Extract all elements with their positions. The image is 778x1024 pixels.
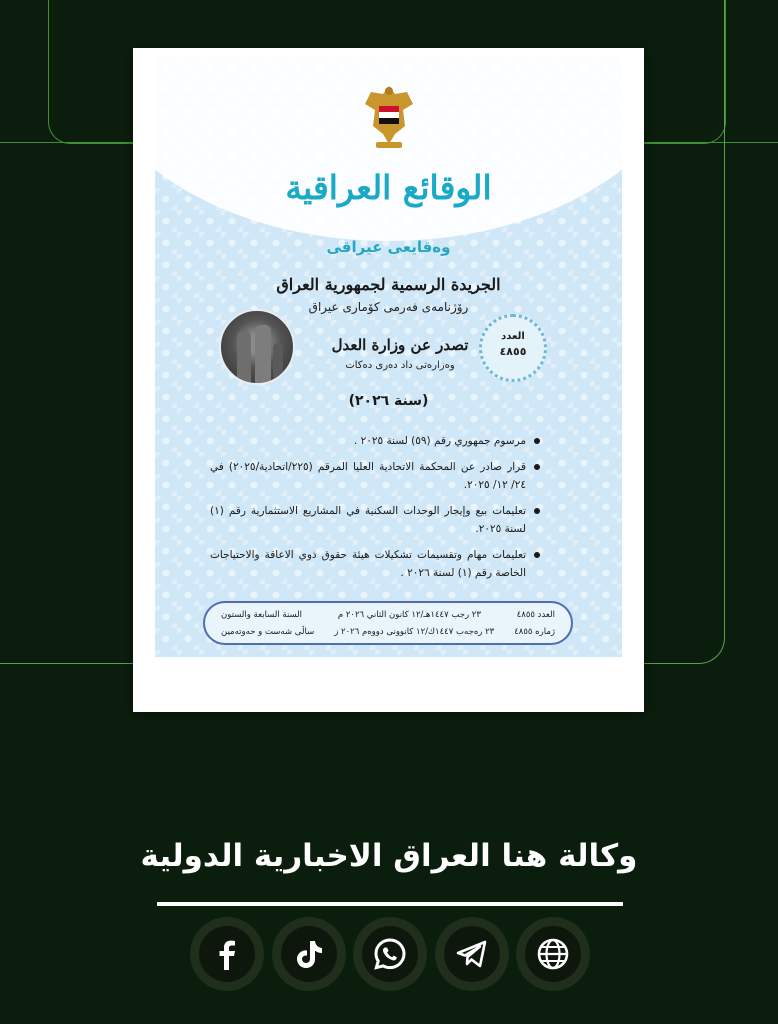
tiktok-link[interactable] xyxy=(272,917,346,991)
issue-badge xyxy=(479,314,547,382)
gazette-cover xyxy=(155,56,622,657)
footer-date-kurdish: ٢٣ رەجەب ١٤٤٧ك/١٢ كانوونی دووەم ٢٠٢٦ ز xyxy=(334,627,495,637)
telegram-icon xyxy=(454,936,490,972)
issue-label: العدد xyxy=(501,331,525,342)
footer-issue: العدد ٤٨٥٥ xyxy=(516,610,555,620)
contents-list xyxy=(210,432,540,590)
whatsapp-icon xyxy=(372,936,408,972)
gazette-name: الجريدة الرسمية لجمهورية العراق xyxy=(276,275,501,294)
list-item: تعليمات بيع وإيجار الوحدات السكنية في المشاريع الاستثمارية رقم (١) لسنة ٢٠٢٥. xyxy=(210,502,540,538)
gazette-name-kurdish: رۆژنامەی فەرمی کۆماری عیراق xyxy=(308,300,469,314)
telegram-link[interactable] xyxy=(435,917,509,991)
list-item: قرار صادر عن المحكمة الاتحادية العليا المرقم (٢٢٥/اتحادية/٢٠٢٥) في ٢٤/ ١٢/ ٢٠٢٥. xyxy=(210,458,540,494)
footer-volume-kurdish: ساڵی شەست و حەوتەمین xyxy=(221,627,315,637)
social-links xyxy=(190,917,590,991)
list-item: مرسوم جمهوري رقم (٥٩) لسنة ٢٠٢٥ . xyxy=(210,432,540,450)
list-item: تعليمات مهام وتقسيمات تشكيلات هيئة حقوق ذوي الاعاقة والاحتياجات الخاصة رقم (١) لسنة ٢٠٢٦ . xyxy=(210,546,540,582)
issue-number: ٤٨٥٥ xyxy=(499,345,527,358)
footer-row-kurdish xyxy=(221,624,555,641)
ministry-statue-image xyxy=(219,309,295,385)
ministry-line-kurdish: وەزارەتی داد دەری دەکات xyxy=(345,360,455,371)
gazette-page xyxy=(133,48,644,712)
agency-underline xyxy=(157,902,623,906)
website-link[interactable] xyxy=(516,917,590,991)
facebook-icon xyxy=(210,937,244,971)
whatsapp-link[interactable] xyxy=(353,917,427,991)
gazette-title-kurdish: وەقایعی عیراقی xyxy=(326,238,451,256)
footer-row-arabic xyxy=(221,607,555,624)
ministry-line: تصدر عن وزارة العدل xyxy=(331,336,469,354)
agency-name: وكالة هنا العراق الاخبارية الدولية xyxy=(140,838,638,874)
footer-date: ٢٣ رجب ١٤٤٧هـ/١٢ كانون الثاني ٢٠٢٦ م xyxy=(337,610,481,620)
iraq-eagle-emblem-icon xyxy=(361,82,417,156)
footer-issue-kurdish: ژماره ٤٨٥٥ xyxy=(514,627,555,637)
facebook-link[interactable] xyxy=(190,917,264,991)
tiktok-icon xyxy=(292,937,326,971)
gazette-year: (سنة ٢٠٢٦) xyxy=(348,393,429,409)
web-globe-icon xyxy=(535,936,571,972)
issue-footer xyxy=(203,601,573,645)
footer-volume: السنة السابعة والستون xyxy=(221,610,303,620)
gazette-title: الوقائع العراقية xyxy=(285,168,492,207)
